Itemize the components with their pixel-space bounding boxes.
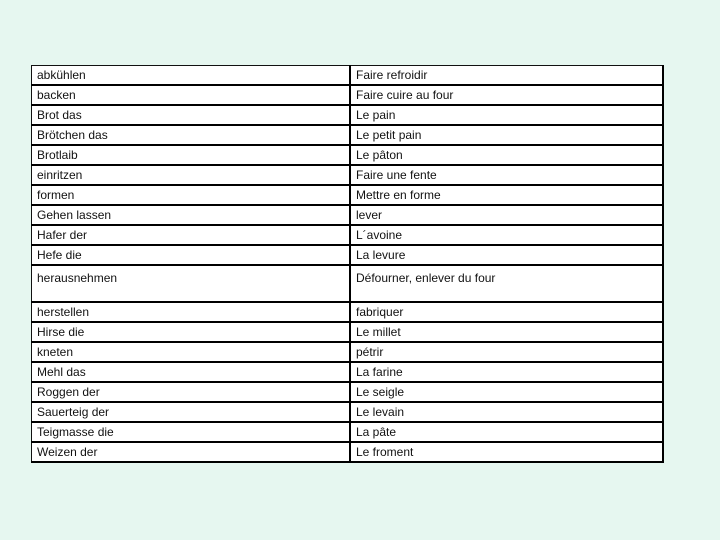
french-term-cell: Le petit pain <box>350 125 663 145</box>
vocabulary-row <box>32 322 664 342</box>
german-term-cell: Weizen der <box>32 442 351 462</box>
vocabulary-row <box>32 362 664 382</box>
german-term-cell: backen <box>32 85 351 105</box>
vocabulary-table-body <box>32 66 664 463</box>
german-term-cell: abkühlen <box>32 66 351 86</box>
french-term-cell: Mettre en forme <box>350 185 663 205</box>
vocabulary-row <box>32 85 664 105</box>
vocabulary-row <box>32 265 664 302</box>
french-term-cell: pétrir <box>350 342 663 362</box>
german-term-cell: herstellen <box>32 302 351 322</box>
french-term-cell: Faire une fente <box>350 165 663 185</box>
vocabulary-row <box>32 185 664 205</box>
french-term-cell: Le seigle <box>350 382 663 402</box>
vocabulary-row <box>32 422 664 442</box>
german-term-cell: Sauerteig der <box>32 402 351 422</box>
vocabulary-row <box>32 245 664 265</box>
french-term-cell: La levure <box>350 245 663 265</box>
vocabulary-row <box>32 302 664 322</box>
french-term-cell: La farine <box>350 362 663 382</box>
vocabulary-row <box>32 225 664 245</box>
french-term-cell: lever <box>350 205 663 225</box>
german-term-cell: Brot das <box>32 105 351 125</box>
german-term-cell: Hafer der <box>32 225 351 245</box>
german-term-cell: Brotlaib <box>32 145 351 165</box>
french-term-cell: L´avoine <box>350 225 663 245</box>
german-term-cell: Roggen der <box>32 382 351 402</box>
german-term-cell: Teigmasse die <box>32 422 351 442</box>
french-term-cell: Le millet <box>350 322 663 342</box>
german-term-cell: Mehl das <box>32 362 351 382</box>
vocabulary-row <box>32 165 664 185</box>
german-term-cell: Gehen lassen <box>32 205 351 225</box>
vocabulary-row <box>32 145 664 165</box>
french-term-cell: fabriquer <box>350 302 663 322</box>
vocabulary-row <box>32 105 664 125</box>
vocabulary-row <box>32 125 664 145</box>
vocabulary-row <box>32 442 664 462</box>
french-term-cell: Faire cuire au four <box>350 85 663 105</box>
vocabulary-row <box>32 382 664 402</box>
french-term-cell: Le pain <box>350 105 663 125</box>
french-term-cell: La pâte <box>350 422 663 442</box>
vocabulary-row <box>32 205 664 225</box>
french-term-cell: Défourner, enlever du four <box>350 265 663 302</box>
french-term-cell: Le froment <box>350 442 663 462</box>
vocabulary-row <box>32 66 664 86</box>
vocabulary-row <box>32 402 664 422</box>
german-term-cell: Brötchen das <box>32 125 351 145</box>
german-term-cell: Hirse die <box>32 322 351 342</box>
french-term-cell: Le pâton <box>350 145 663 165</box>
german-term-cell: herausnehmen <box>32 265 351 302</box>
german-term-cell: formen <box>32 185 351 205</box>
vocabulary-table <box>31 65 664 463</box>
french-term-cell: Faire refroidir <box>350 66 663 86</box>
german-term-cell: Hefe die <box>32 245 351 265</box>
german-term-cell: kneten <box>32 342 351 362</box>
german-term-cell: einritzen <box>32 165 351 185</box>
french-term-cell: Le levain <box>350 402 663 422</box>
vocabulary-row <box>32 342 664 362</box>
